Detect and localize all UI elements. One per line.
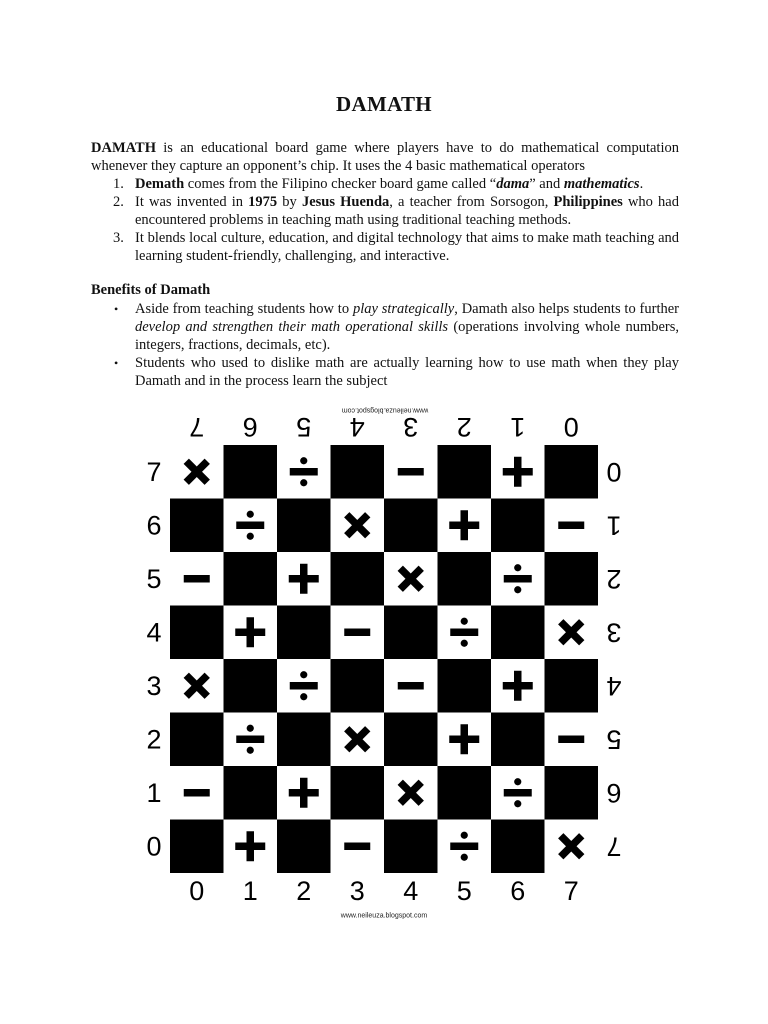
times-icon xyxy=(400,568,421,589)
bottom-coordinate-label: 2 xyxy=(296,876,312,906)
right-coordinate-label: 0 xyxy=(606,456,622,487)
dark-square xyxy=(438,659,492,713)
dark-square xyxy=(224,445,278,499)
dark-square xyxy=(331,445,385,499)
light-square xyxy=(331,499,385,553)
light-square xyxy=(277,659,331,713)
divide-icon xyxy=(236,725,264,754)
text-run: play strategically xyxy=(352,301,455,317)
dark-square xyxy=(384,499,438,553)
text-run: . xyxy=(639,176,644,192)
dark-square xyxy=(545,552,599,606)
bottom-coordinate-label: 7 xyxy=(563,876,579,906)
light-square xyxy=(277,445,331,499)
left-coordinate-label: 2 xyxy=(146,724,162,755)
top-coordinate-label: 2 xyxy=(456,412,472,442)
times-icon xyxy=(186,675,207,696)
dark-square xyxy=(438,766,492,820)
text-run: Philippines xyxy=(553,194,623,210)
bottom-coordinate-label: 6 xyxy=(510,876,526,906)
text-run: by xyxy=(277,194,302,210)
text-run: (operations involving whole numbers, integers, fractions, decimals, etc). xyxy=(135,319,679,353)
dark-square xyxy=(491,499,545,553)
divide-icon xyxy=(450,832,478,861)
divide-icon xyxy=(504,778,532,807)
dark-square xyxy=(384,820,438,874)
dark-square xyxy=(224,659,278,713)
top-coordinate-label: 0 xyxy=(563,412,579,442)
top-coordinate-label: 4 xyxy=(349,412,365,442)
bottom-coordinate-label: 3 xyxy=(349,876,365,906)
times-icon xyxy=(347,515,368,536)
dark-square xyxy=(331,552,385,606)
dark-square xyxy=(170,820,224,874)
dark-square xyxy=(224,552,278,606)
top-coordinate-label: 1 xyxy=(510,412,526,442)
light-square xyxy=(438,499,492,553)
plus-icon xyxy=(449,724,479,754)
top-coordinate-label: 7 xyxy=(189,412,205,442)
dark-square xyxy=(438,445,492,499)
light-square xyxy=(491,445,545,499)
dark-square xyxy=(170,606,224,660)
dark-square xyxy=(277,820,331,874)
top-coordinate-label: 3 xyxy=(403,412,419,442)
dark-square xyxy=(277,606,331,660)
light-square xyxy=(384,445,438,499)
dark-square xyxy=(331,659,385,713)
watermark-bottom: www.neileuza.blogspot.com xyxy=(340,912,428,920)
dark-square xyxy=(545,445,599,499)
left-coordinate-label: 4 xyxy=(146,617,162,648)
dark-square xyxy=(384,713,438,767)
top-coordinate-label: 6 xyxy=(242,412,258,442)
dark-square xyxy=(170,499,224,553)
light-square xyxy=(224,820,278,874)
bullet-item xyxy=(91,300,679,354)
right-coordinate-label: 7 xyxy=(606,831,622,862)
bullet-item xyxy=(91,354,679,390)
plus-icon xyxy=(289,564,319,594)
plus-icon xyxy=(503,457,533,487)
watermark-top: www.neileuza.blogspot.com xyxy=(341,406,429,414)
light-square xyxy=(438,606,492,660)
light-square xyxy=(224,499,278,553)
light-square xyxy=(170,445,224,499)
text-run: ” and xyxy=(529,176,564,192)
bullet-icon: • xyxy=(114,356,119,370)
dark-square xyxy=(277,713,331,767)
text-run: It was invented in xyxy=(135,194,249,210)
text-run: mathematics xyxy=(563,176,640,192)
plus-icon xyxy=(449,510,479,540)
dark-square xyxy=(491,713,545,767)
divide-icon xyxy=(236,511,264,540)
text-run: develop and strengthen their math operational skills xyxy=(135,319,449,335)
dark-square xyxy=(277,499,331,553)
light-square xyxy=(277,552,331,606)
light-square xyxy=(491,552,545,606)
benefits-heading: Benefits of Damath xyxy=(91,282,211,298)
numbered-list-item xyxy=(91,193,679,229)
light-square xyxy=(277,766,331,820)
dark-square xyxy=(170,713,224,767)
light-square xyxy=(491,659,545,713)
light-square xyxy=(331,713,385,767)
text-run: Demath xyxy=(135,176,185,192)
left-coordinate-label: 1 xyxy=(146,777,162,808)
numbered-list-item xyxy=(91,175,679,193)
light-square xyxy=(438,713,492,767)
text-run: who had encountered problems in teaching math using traditional teaching methods. xyxy=(135,194,679,228)
light-square xyxy=(224,713,278,767)
left-coordinate-label: 3 xyxy=(146,670,162,701)
text-run: comes from the Filipino checker board game called “ xyxy=(184,176,497,192)
text-run: It blends local culture, education, and digital technology that aims to make math teaching and learning student-friendly, challenging, and interactive. xyxy=(135,230,679,264)
light-square xyxy=(384,766,438,820)
bottom-coordinate-label: 4 xyxy=(403,876,419,906)
dark-square xyxy=(224,766,278,820)
board-background xyxy=(170,445,598,873)
numbered-list-item xyxy=(91,229,679,265)
bottom-coordinate-label: 0 xyxy=(189,876,205,906)
left-coordinate-label: 5 xyxy=(146,563,162,594)
plus-icon xyxy=(503,671,533,701)
right-coordinate-label: 6 xyxy=(606,777,622,808)
light-square xyxy=(224,606,278,660)
text-run: Aside from teaching students how to xyxy=(135,301,353,317)
light-square xyxy=(438,820,492,874)
dark-square xyxy=(331,766,385,820)
light-square xyxy=(170,766,224,820)
list-number: 3. xyxy=(113,230,124,246)
light-square xyxy=(331,606,385,660)
document-title: DAMATH xyxy=(336,92,432,116)
text-run: Jesus Huenda xyxy=(301,194,390,210)
times-icon xyxy=(186,461,207,482)
left-coordinate-label: 6 xyxy=(146,510,162,541)
text-run: Students who used to dislike math are actually learning how to use math when they play Damath and in the process learn the subject xyxy=(135,355,679,389)
text-run: dama xyxy=(496,176,530,192)
light-square xyxy=(545,820,599,874)
dark-square xyxy=(384,606,438,660)
light-square xyxy=(170,552,224,606)
bottom-coordinate-label: 1 xyxy=(242,876,258,906)
light-square xyxy=(545,499,599,553)
list-number: 2. xyxy=(113,194,124,210)
dark-square xyxy=(545,659,599,713)
times-icon xyxy=(561,836,582,857)
light-square xyxy=(491,766,545,820)
right-coordinate-label: 1 xyxy=(606,510,622,541)
plus-icon xyxy=(235,617,265,647)
times-icon xyxy=(561,622,582,643)
list-number: 1. xyxy=(113,176,124,192)
left-coordinate-label: 0 xyxy=(146,831,162,862)
bottom-coordinate-label: 5 xyxy=(456,876,472,906)
light-square xyxy=(545,713,599,767)
bullet-icon: • xyxy=(114,302,119,316)
light-square xyxy=(545,606,599,660)
plus-icon xyxy=(289,778,319,808)
right-coordinate-label: 3 xyxy=(606,617,622,648)
divide-icon xyxy=(290,457,318,486)
times-icon xyxy=(400,782,421,803)
left-coordinate-label: 7 xyxy=(146,456,162,487)
divide-icon xyxy=(504,564,532,593)
divide-icon xyxy=(290,671,318,700)
light-square xyxy=(170,659,224,713)
right-coordinate-label: 2 xyxy=(606,563,622,594)
right-coordinate-label: 5 xyxy=(606,724,622,755)
intro-text: is an educational board game where players have to do mathematical computation whenever they capture an opponent’s chip. It uses the 4 basic mathematical operators xyxy=(91,140,679,174)
text-run: 1975 xyxy=(248,194,278,210)
dark-square xyxy=(545,766,599,820)
times-icon xyxy=(347,729,368,750)
divide-icon xyxy=(450,618,478,647)
plus-icon xyxy=(235,831,265,861)
dark-square xyxy=(438,552,492,606)
light-square xyxy=(384,659,438,713)
right-coordinate-label: 4 xyxy=(606,670,622,701)
intro-paragraph xyxy=(91,139,679,175)
text-run: , a teacher from Sorsogon, xyxy=(389,194,554,210)
top-coordinate-label: 5 xyxy=(296,412,312,442)
dark-square xyxy=(491,606,545,660)
dark-square xyxy=(491,820,545,874)
intro-lead: DAMATH xyxy=(91,140,156,156)
benefits-list xyxy=(91,300,679,390)
light-square xyxy=(384,552,438,606)
light-square xyxy=(331,820,385,874)
text-run: , Damath also helps students to further xyxy=(454,301,680,317)
numbered-list xyxy=(91,175,679,265)
